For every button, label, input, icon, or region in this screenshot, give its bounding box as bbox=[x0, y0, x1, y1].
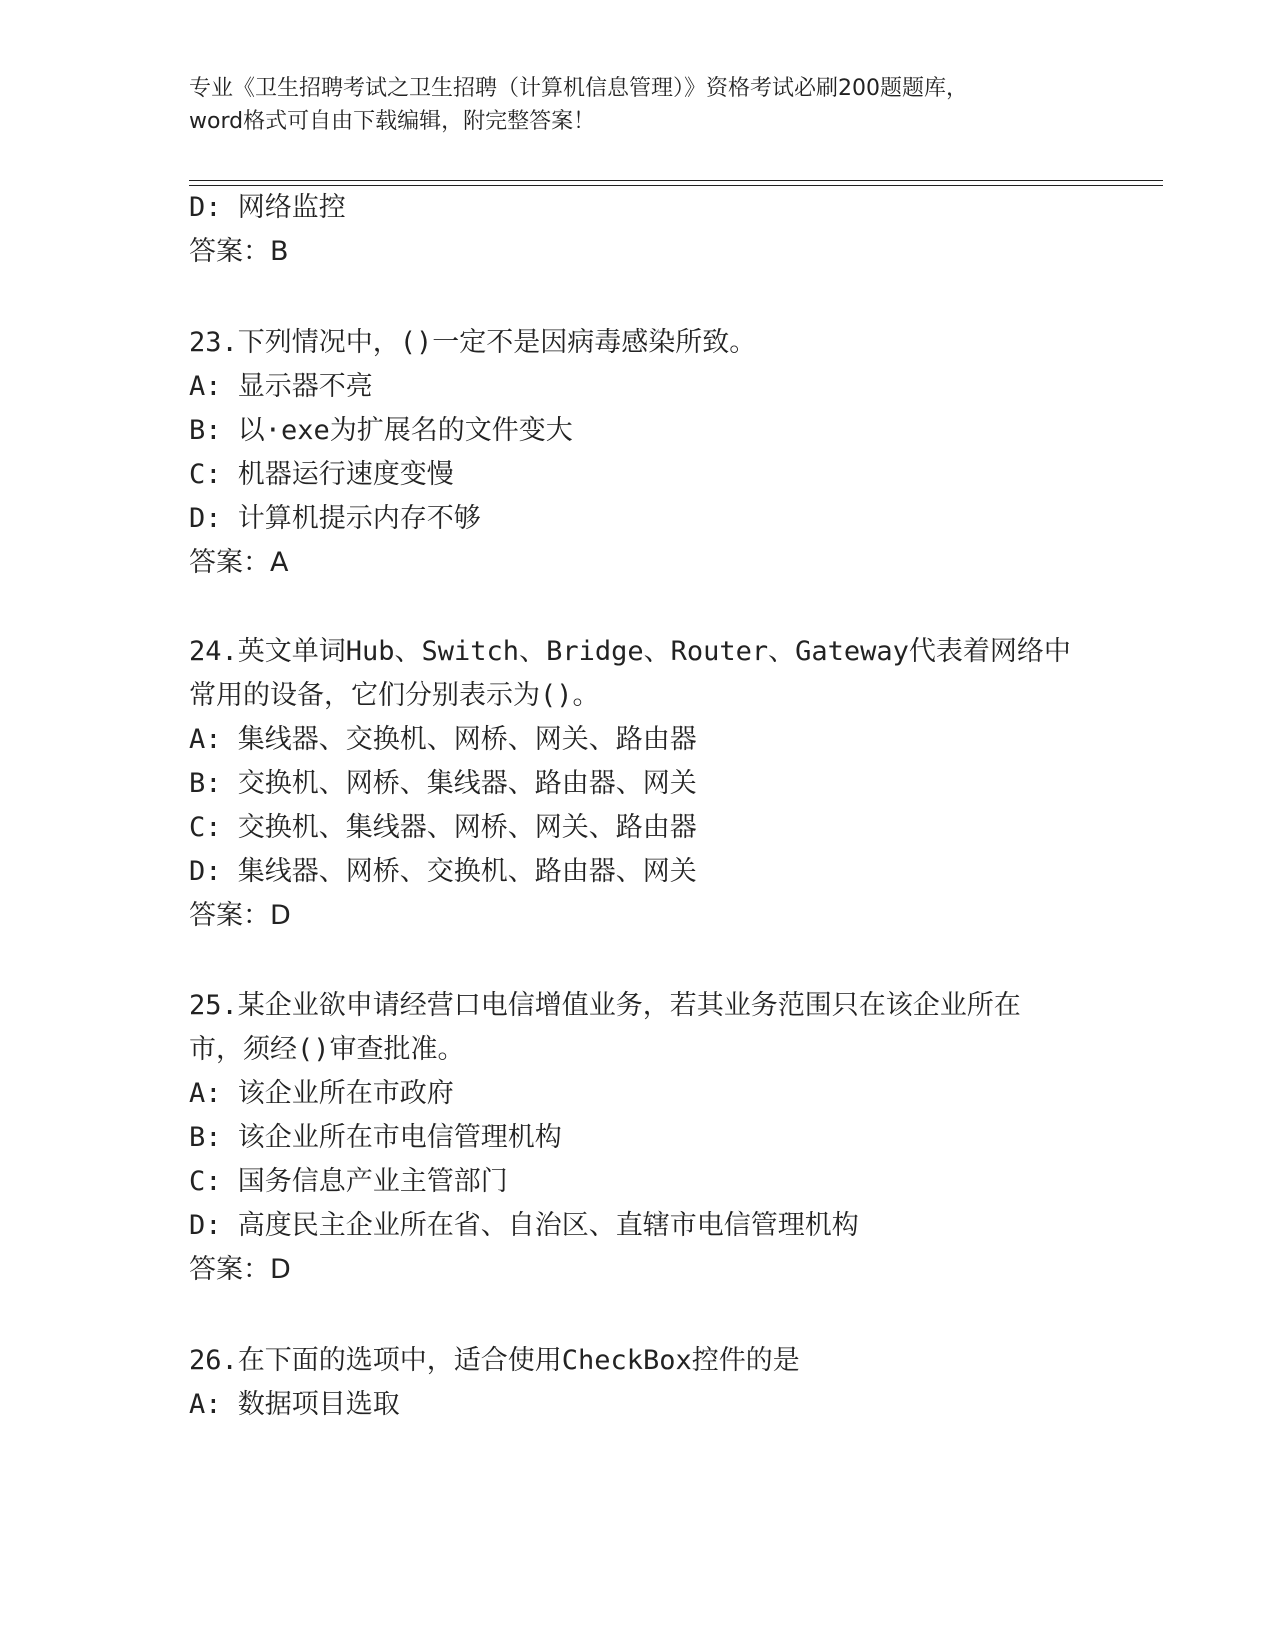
q26-option-a: A: 数据项目选取 bbox=[189, 1389, 400, 1420]
q22-answer: 答案：B bbox=[189, 236, 289, 267]
header-line-2: word格式可自由下载编辑，附完整答案！ bbox=[189, 109, 596, 134]
q24-answer: 答案：D bbox=[189, 900, 291, 931]
q24-question-line-1: 24.英文单词Hub、Switch、Bridge、Router、Gateway代表着网络中 bbox=[189, 636, 1071, 667]
q25-option-d: D: 高度民主企业所在省、自治区、直辖市电信管理机构 bbox=[189, 1210, 859, 1241]
q23-answer: 答案：A bbox=[189, 547, 289, 578]
q23-option-b: B: 以·exe为扩展名的文件变大 bbox=[189, 415, 573, 446]
q24-question-line-2: 常用的设备，它们分别表示为()。 bbox=[189, 680, 600, 711]
q25-question-line-1: 25.某企业欲申请经营口电信增值业务，若其业务范围只在该企业所在 bbox=[189, 990, 1021, 1021]
header-divider-top bbox=[189, 180, 1163, 181]
q23-option-a: A: 显示器不亮 bbox=[189, 371, 373, 402]
q25-option-a: A: 该企业所在市政府 bbox=[189, 1078, 454, 1109]
q23-option-c: C: 机器运行速度变慢 bbox=[189, 459, 454, 490]
q23-question: 23.下列情况中，()一定不是因病毒感染所致。 bbox=[189, 327, 757, 358]
header-line-1: 专业《卫生招聘考试之卫生招聘（计算机信息管理）》资格考试必刷200题题库， bbox=[189, 76, 968, 101]
q24-option-c: C: 交换机、集线器、网桥、网关、路由器 bbox=[189, 812, 697, 843]
q25-option-b: B: 该企业所在市电信管理机构 bbox=[189, 1122, 562, 1153]
q25-answer: 答案：D bbox=[189, 1254, 291, 1285]
q24-option-a: A: 集线器、交换机、网桥、网关、路由器 bbox=[189, 724, 697, 755]
q22-option-d: D: 网络监控 bbox=[189, 192, 346, 223]
q24-option-b: B: 交换机、网桥、集线器、路由器、网关 bbox=[189, 768, 697, 799]
q23-option-d: D: 计算机提示内存不够 bbox=[189, 503, 481, 534]
q25-option-c: C: 国务信息产业主管部门 bbox=[189, 1166, 508, 1197]
header-divider-bottom bbox=[189, 185, 1163, 186]
q25-question-line-2: 市，须经()审查批准。 bbox=[189, 1034, 465, 1065]
q26-question: 26.在下面的选项中，适合使用CheckBox控件的是 bbox=[189, 1345, 800, 1376]
q24-option-d: D: 集线器、网桥、交换机、路由器、网关 bbox=[189, 856, 697, 887]
document-header bbox=[189, 72, 1089, 138]
